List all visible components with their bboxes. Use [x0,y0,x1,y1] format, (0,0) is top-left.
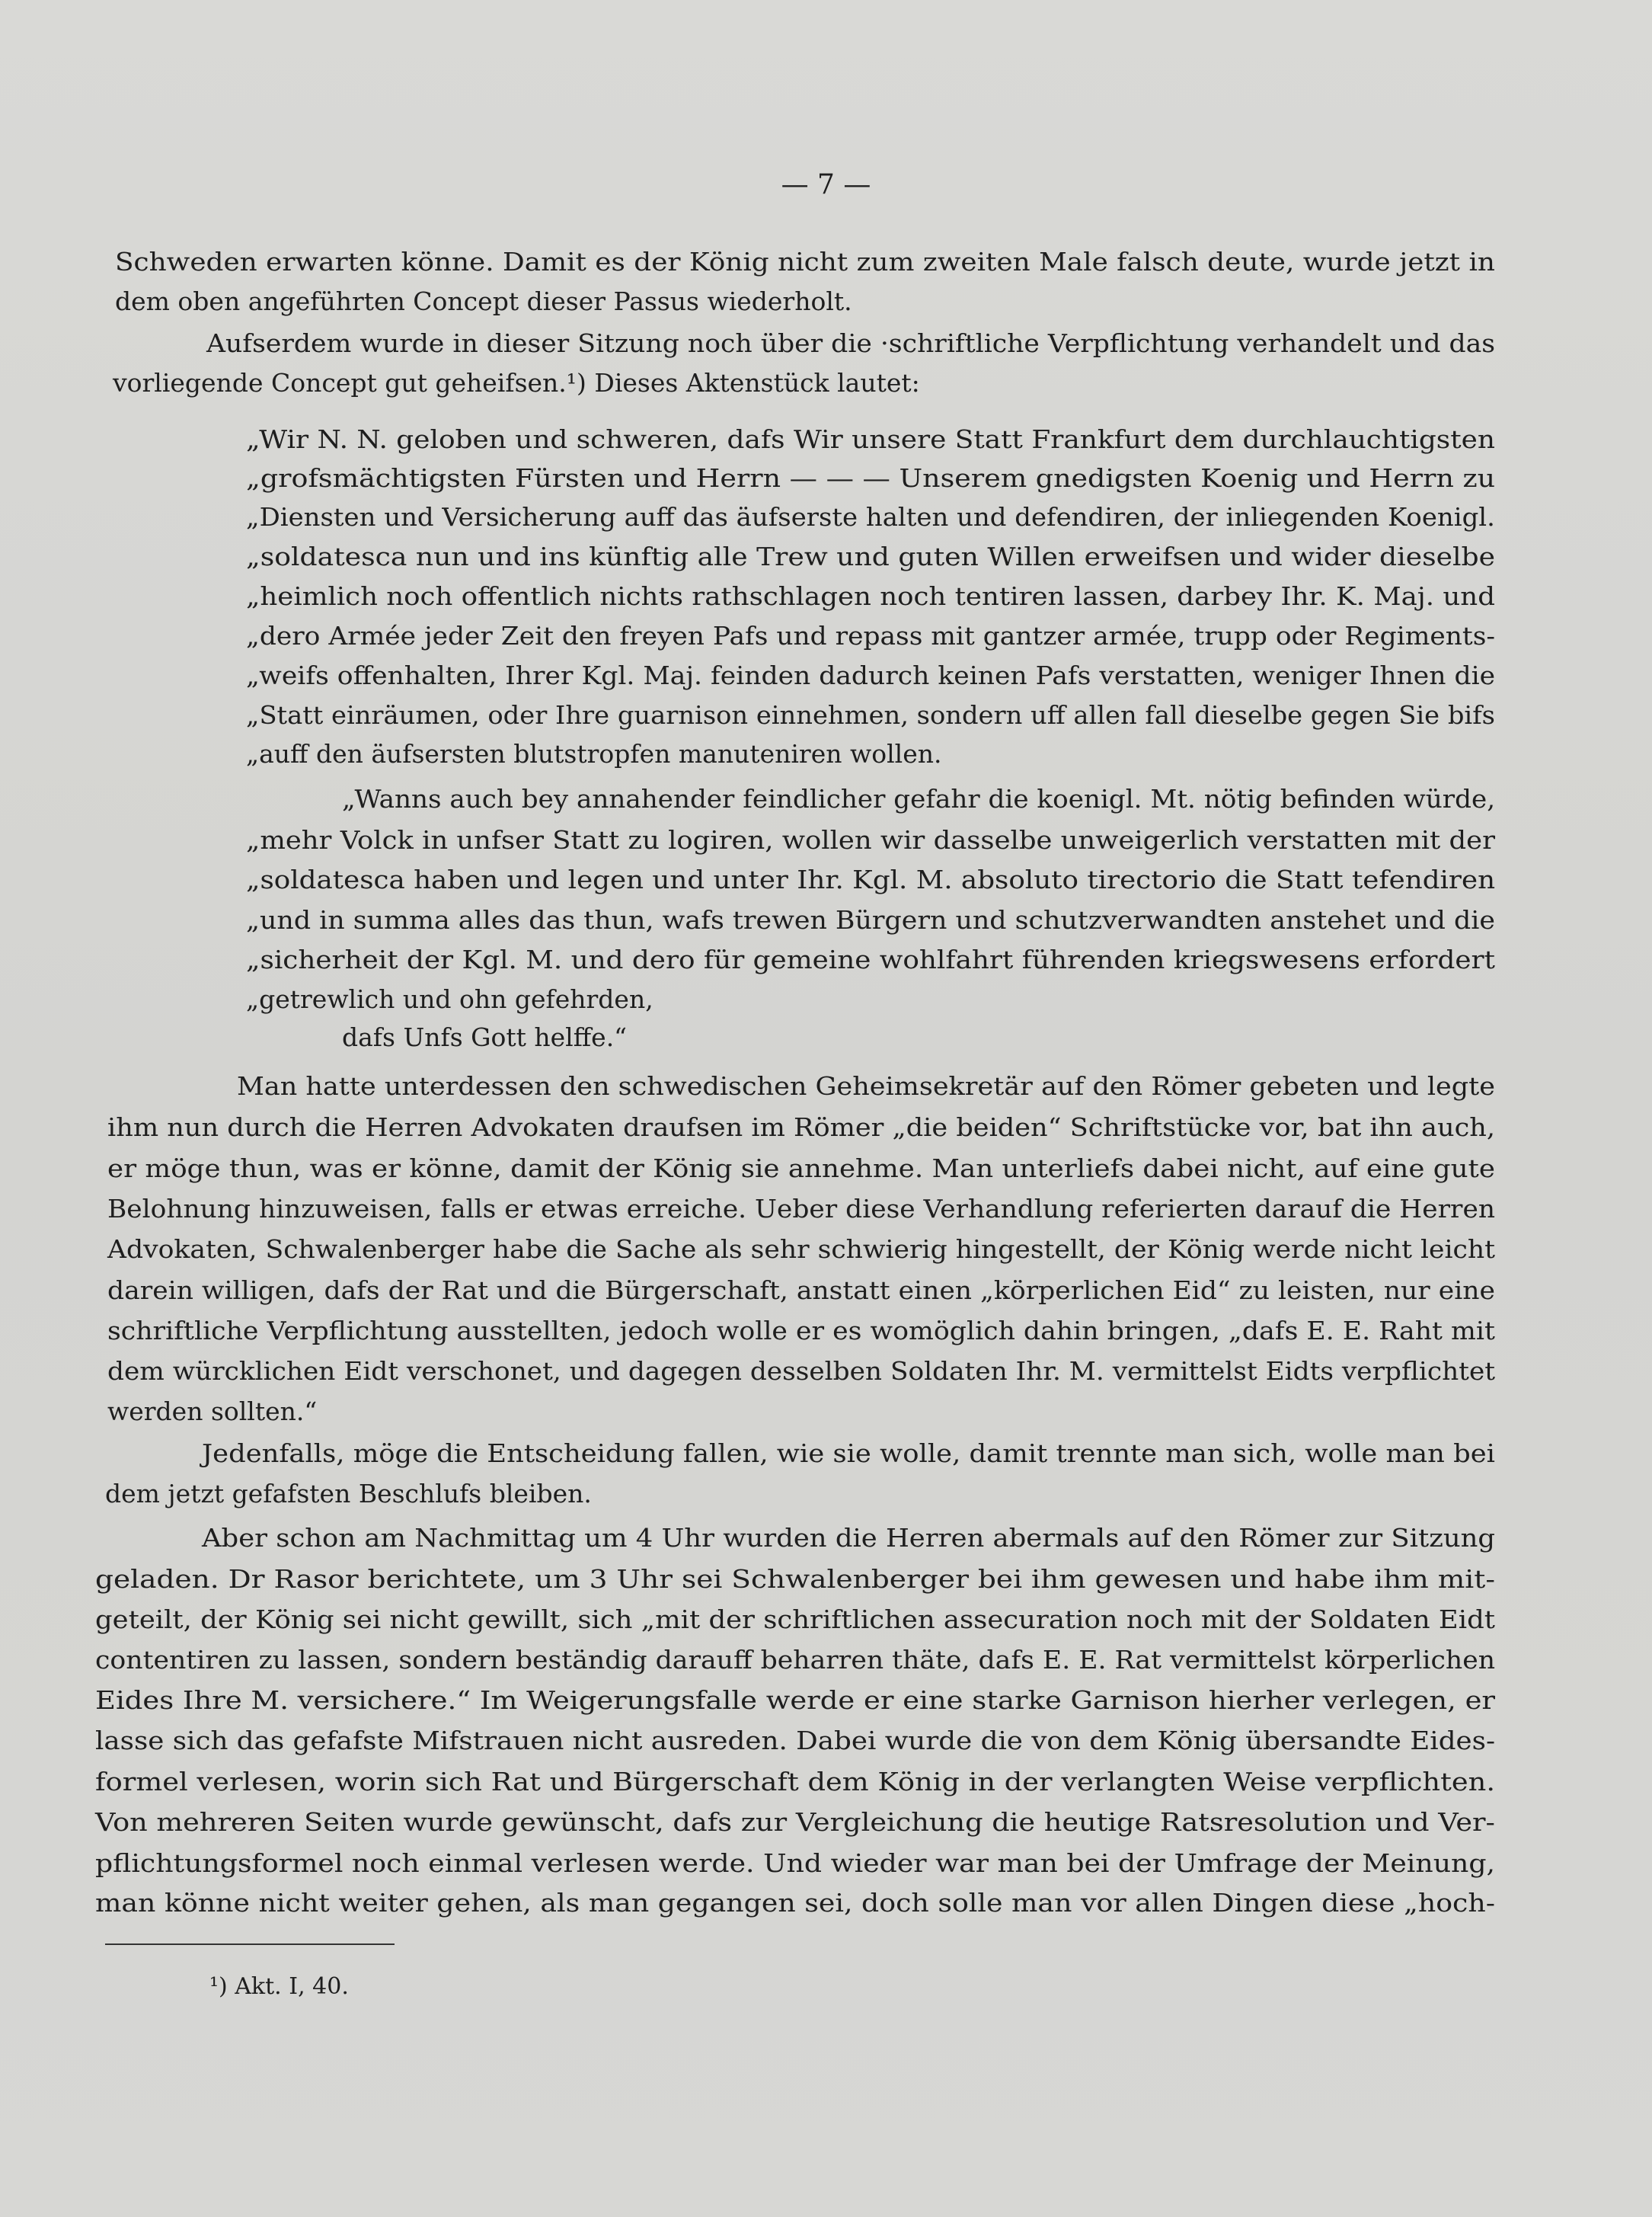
text-line: schriftliche Verpflichtung ausstellten, jedoch wolle er es womöglich dahin bringen, „dafs E. E. Raht mit [107,1316,1495,1345]
text-line: dem würcklichen Eidt verschonet, und dagegen desselben Soldaten Ihr. M. vermittelst Eidts verpflichtet [107,1356,1496,1386]
text-line: Man hatte unterdessen den schwedischen Geheimsekretär auf den Römer gebeten und legte [237,1071,1495,1101]
text-line: contentiren zu lassen, sondern beständig darauff beharren thäte, dafs E. E. Rat vermittelst körperlichen [95,1645,1496,1675]
text-line: Jedenfalls, möge die Entscheidung fallen, wie sie wolle, damit trennte man sich, wolle man bei [202,1438,1495,1468]
footnote: ¹) Akt. I, 40. [209,1973,349,2000]
quote-line: „Diensten und Versicherung auff das äufserste halten und defendiren, der inliegenden Koenigl. [246,502,1495,532]
text-line: formel verlesen, worin sich Rat und Bürgerschaft dem König in der verlangten Weise verpflichten. [95,1767,1496,1796]
text-line: Von mehreren Seiten wurde gewünscht, dafs zur Vergleichung die heutige Ratsresolution und Ver- [95,1807,1495,1837]
text-line: werden sollten.“ [107,1396,318,1426]
quote-line: „heimlich noch offentlich nichts rathschlagen noch tentiren lassen, darbey Ihr. K. Maj. und [246,581,1495,611]
quote-line: „getrewlich und ohn gefehrden, [246,984,653,1014]
text-line: geladen. Dr Rasor berichtete, um 3 Uhr sei Schwalenberger bei ihm gewesen und habe ihm mit- [95,1564,1496,1594]
text-line: lasse sich das gefafste Mifstrauen nicht ausreden. Dabei wurde die von dem König übersandte Eides- [95,1726,1496,1755]
quote-line: „Statt einräumen, oder Ihre guarnison einnehmen, sondern uff allen fall dieselbe gegen Sie bifs [246,700,1495,730]
quote-line: „Wanns auch bey annahender feindlicher gefahr die koenigl. Mt. nötig befinden würde, [342,784,1496,814]
quote-line: „weifs offenhalten, Ihrer Kgl. Maj. feinden dadurch keinen Pafs verstatten, weniger Ihnen die [246,661,1496,690]
text-line: geteilt, der König sei nicht gewillt, sich „mit der schriftlichen assecuration noch mit der Soldaten Eidt [95,1604,1495,1634]
page-number: — 7 — [781,169,871,200]
text-line: Advokaten, Schwalenberger habe die Sache als sehr schwierig hingestellt, der König werde nicht leicht [107,1234,1496,1264]
text-line: er möge thun, was er könne, damit der König sie annehme. Man unterliefs dabei nicht, auf eine gute [107,1153,1495,1183]
quote-line: „grofsmächtigsten Fürsten und Herrn — — — Unserem gnedigsten Koenig und Herrn zu [246,463,1496,493]
text-line: dem oben angeführten Concept dieser Passus wiederholt. [115,286,852,316]
text-line: Aufserdem wurde in dieser Sitzung noch über die ·schriftliche Verpflichtung verhandelt und das [206,328,1496,358]
quote-line: „und in summa alles das thun, wafs trewen Bürgern und schutzverwandten anstehet und die [246,905,1495,935]
quote-line: dafs Unfs Gott helffe.“ [342,1022,628,1052]
quote-line: „Wir N. N. geloben und schweren, dafs Wir unsere Statt Frankfurt dem durchlauchtigsten [246,424,1495,454]
text-line: ihm nun durch die Herren Advokaten draufsen im Römer „die beiden“ Schriftstücke vor, bat ihn auch, [107,1112,1495,1142]
footnote-rule [105,1943,395,1945]
quote-line: „sicherheit der Kgl. M. und dero für gemeine wohlfahrt führenden kriegswesens erfordert [246,945,1495,974]
quote-line: „dero Armée jeder Zeit den freyen Pafs und repass mit gantzer armée, trupp oder Regiments- [246,621,1496,651]
quote-line: „soldatesca haben und legen und unter Ihr. Kgl. M. absoluto tirectorio die Statt tefendiren [246,865,1496,894]
quote-line: „auff den äufsersten blutstropfen manuteniren wollen. [246,739,942,769]
text-line: darein willigen, dafs der Rat und die Bürgerschaft, anstatt einen „körperlichen Eid“ zu leisten, nur eine [107,1275,1495,1305]
text-line: Eides Ihre M. versichere.“ Im Weigerungsfalle werde er eine starke Garnison hierher verlegen, er [95,1685,1496,1715]
quote-line: „soldatesca nun und ins künftig alle Trew und guten Willen erweifsen und wider dieselbe [246,542,1496,571]
text-line: dem jetzt gefafsten Beschlufs bleiben. [105,1479,592,1508]
text-line: Aber schon am Nachmittag um 4 Uhr wurden die Herren abermals auf den Römer zur Sitzung [202,1523,1496,1553]
text-line: pflichtungsformel noch einmal verlesen werde. Und wieder war man bei der Umfrage der Meinung, [95,1848,1496,1878]
text-line: vorliegende Concept gut geheifsen.¹) Dieses Aktenstück lautet: [113,368,920,398]
text-line: Belohnung hinzuweisen, falls er etwas erreiche. Ueber diese Verhandlung referierten darauf die Herren [107,1194,1496,1224]
quote-line: „mehr Volck in unfser Statt zu logiren, wollen wir dasselbe unweigerlich verstatten mit der [246,825,1495,855]
text-line: man könne nicht weiter gehen, als man gegangen sei, doch solle man vor allen Dingen diese „hoch- [95,1888,1496,1918]
text-line: Schweden erwarten könne. Damit es der König nicht zum zweiten Male falsch deute, wurde jetzt in [115,247,1495,277]
